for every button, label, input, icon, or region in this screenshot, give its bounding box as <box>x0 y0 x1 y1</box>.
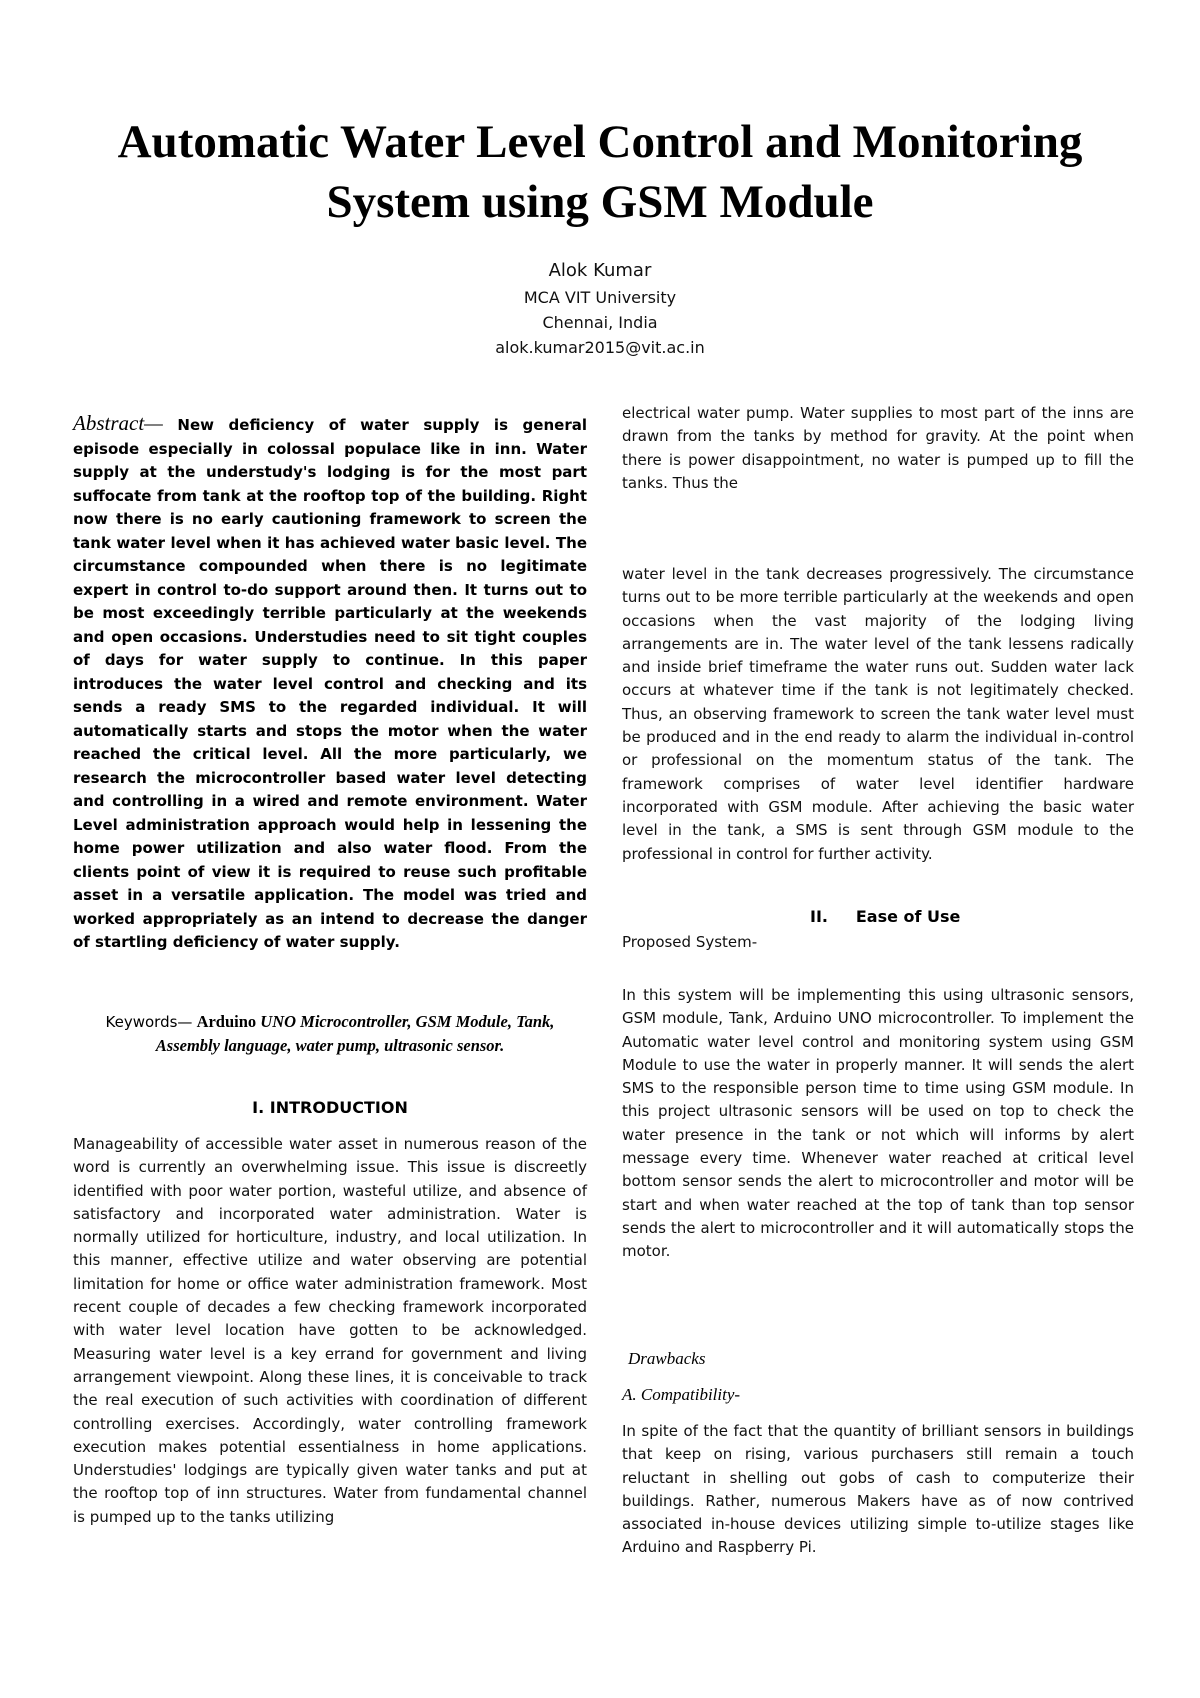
keywords-label: Keywords— <box>105 1013 193 1031</box>
author-affiliation: MCA VIT University <box>523 288 677 307</box>
abstract <box>73 412 587 955</box>
compatibility-text: In spite of the fact that the quantity of brilliant sensors in buildings that keep on rising, various purchasers still remain a touch reluctant in shelling out gobs of cash to computerize their buildings. Rather, numerous Makers have as of now contrived associated in-house devices utilizing simple to-utilize stages like Arduino and Raspberry Pi. <box>622 1422 1134 1557</box>
author-name: Alok Kumar <box>548 260 652 281</box>
keywords <box>73 1010 587 1057</box>
abstract-text: New deficiency of water supply is general episode especially in colossal populace like in inn. Water supply at the understudy's lodging is for the most part suffocate from tank at the rooftop top of the building. Right now there is no early cautioning framework to screen the tank water level when it has achieved water basic level. The circumstance compounded when there is no legitimate expert in control to-do support around then. It turns out to be most exceedingly terrible particularly at the weekends and open occasions. Understudies need to sit tight couples of days for water supply to continue. In this paper introduces the water level control and checking and its sends a ready SMS to the regarded individual. It will automatically starts and stops the motor when the water reached the critical level. All the more particularly, we research the microcontroller based water level detecting and controlling in a wired and remote environment. Water Level administration approach would help in lessening the home power utilization and also water flood. From the clients point of view it is required to reuse such profitable asset in a versatile application. The model was tried and worked appropriately as an intend to decrease the danger of startling deficiency of water supply. <box>73 416 587 951</box>
keywords-first: Arduino <box>196 1012 257 1031</box>
drawbacks-label: Drawbacks <box>628 1349 706 1368</box>
right-column-paragraph-1: electrical water pump. Water supplies to most part of the inns are drawn from the tanks by method for gravity. At the point when there is power disappointment, no water is pumped up to fill the tanks. Thus the <box>622 404 1134 492</box>
proposed-system-label: Proposed System- <box>622 933 758 951</box>
right-column-paragraph-2: water level in the tank decreases progressively. The circumstance turns out to be more terrible particularly at the weekends and open occasions when the vast majority of the lodging living arrangements are in. The water level of the tank lessens radically and inside brief timeframe the water runs out. Sudden water lack occurs at whatever time if the tank is not legitimately checked. Thus, an observing framework to screen the tank water level must be produced and in the end ready to alarm the individual in-control or professional on the momentum status of the tank. The framework comprises of water level identifier hardware incorporated with GSM module. After achieving the basic water level in the tank, a SMS is sent through GSM module to the professional in control for further activity. <box>622 565 1134 863</box>
section-heading-introduction: I. INTRODUCTION <box>252 1098 408 1117</box>
keywords-text: UNO Microcontroller, GSM Module, Tank, Assembly language, water pump, ultrasonic sensor. <box>155 1012 555 1055</box>
author-email: alok.kumar2015@vit.ac.in <box>495 338 705 357</box>
abstract-label: Abstract— <box>73 411 163 435</box>
introduction-text: Manageability of accessible water asset in numerous reason of the word is currently an overwhelming issue. This issue is discreetly identified with poor water portion, wasteful utilize, and absence of satisfactory and incorporated water administration. Water is normally utilized for horticulture, industry, and local utilization. In this manner, effective utilize and water observing are potential limitation for home or office water administration framework. Most recent couple of decades a few checking framework incorporated with water level location have gotten to be acknowledged. Measuring water level is a key errand for government and living arrangement viewpoint. Along these lines, it is conceivable to track the real execution of such activities with coordination of different controlling exercises. Accordingly, water controlling framework execution makes potential essentialness in home applications. Understudies' lodgings are typically given water tanks and put at the rooftop top of inn structures. Water from fundamental channel is pumped up to the tanks utilizing <box>73 1135 587 1526</box>
author-location: Chennai, India <box>542 313 658 332</box>
paper-title: Automatic Water Level Control and Monitoring System using GSM Module <box>117 116 1083 228</box>
proposed-system-text: In this system will be implementing this using ultrasonic sensors, GSM module, Tank, Arduino UNO microcontroller. To implement the Automatic water level control and monitoring system using GSM Module to use the water in properly manner. It will sends the alert SMS to the responsible person time to time using GSM module. In this project ultrasonic sensors will be used on top to check the water presence in the tank or not which will informs by alert message every time. Whenever water reached at critical level bottom sensor sends the alert to microcontroller and motor will be start and when water reached at the top of tank than top sensor sends the alert to microcontroller and it will automatically stops the motor. <box>622 986 1134 1261</box>
subsection-heading-compatibility: A. Compatibility- <box>622 1385 741 1404</box>
author-block <box>300 257 900 360</box>
section-heading-ease-of-use: II. Ease of Use <box>810 907 961 926</box>
